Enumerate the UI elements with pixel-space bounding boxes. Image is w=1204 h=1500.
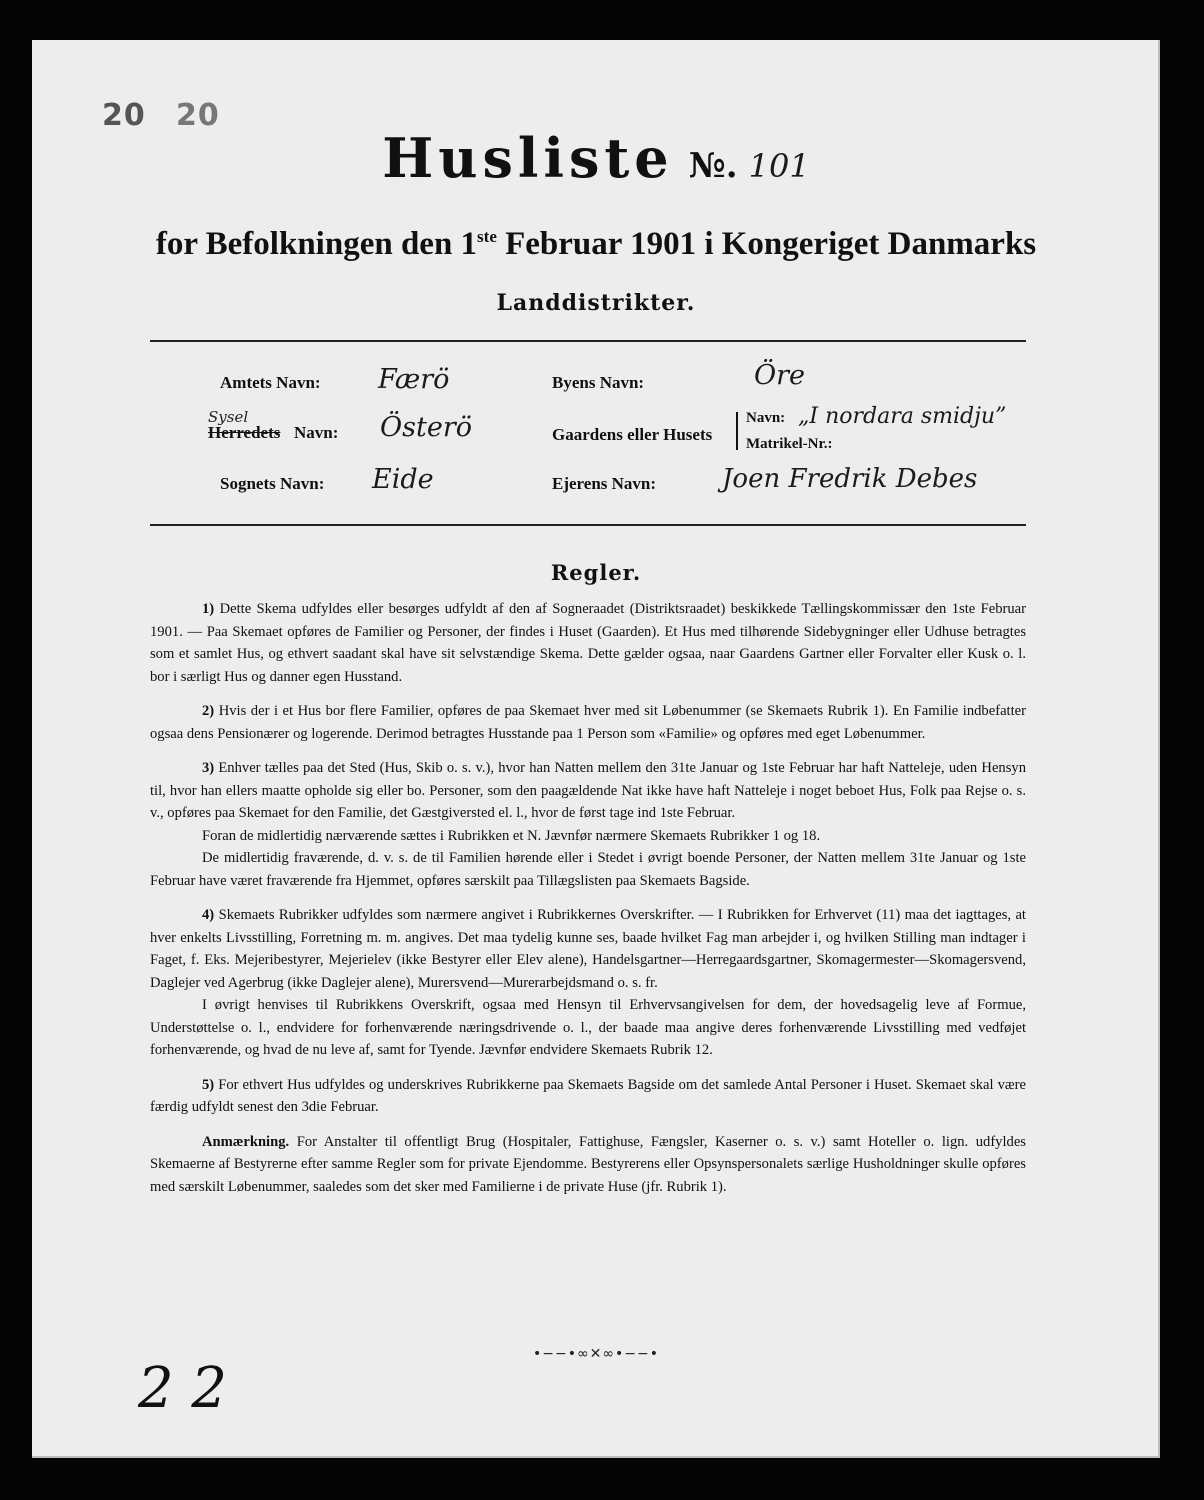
subtitle-pre: for Befolkningen den 1 — [155, 226, 478, 262]
pencil-number-left: 20 — [102, 98, 146, 133]
form-subtitle — [32, 226, 1160, 263]
sogn-value: Eide — [372, 464, 434, 495]
subtitle-sup: ste — [477, 227, 497, 246]
ejer-label: Ejerens Navn: — [552, 474, 657, 493]
rule-paragraph: 1) Dette Skema udfyldes eller besørges udfyldt af den af Sogneraadet (Distriktsraadet) beskikkede Tællingskommissær den 1ste Februar 1901. — Paa Skemaet opføres de Familier og Personer, der findes i Huset (Gaarden). Et Hus med tilhørende Sidebygninger eller Udhuse betragtes som et samlet Hus, og ethvert saadant skal have sit selvstændige Skema. Dette gælder ogsaa, naar Gaardens Gartner eller Forvalter eller Kusk o. l. bor i særligt Hus og danner egen Husstand. — [150, 601, 1026, 685]
herred-value: Österö — [380, 412, 472, 443]
gaard-navn-label: Navn: — [746, 410, 786, 426]
number-label: №. — [688, 146, 738, 186]
bottom-rule — [150, 524, 1026, 526]
rules-heading: Regler. — [550, 560, 642, 585]
house-number-value: 101 — [748, 147, 810, 185]
by-label: Byens Navn: — [552, 373, 645, 392]
census-form-page — [32, 40, 1160, 1458]
matrikel-label: Matrikel-Nr.: — [746, 436, 833, 452]
subtitle-post: Februar 1901 i Kongeriget Danmarks — [496, 226, 1037, 262]
herred-struck-label: Herredets — [208, 423, 281, 442]
district-heading: Landdistrikter. — [496, 290, 696, 316]
by-value: Öre — [754, 360, 806, 391]
herred-overwrite: Sysel — [208, 408, 249, 426]
rule-paragraph: Foran de midlertidig nærværende sættes i Rubrikken et N. Jævnfør nærmere Skemaets Rubrikker 1 og 18. — [202, 827, 821, 844]
herred-label: Navn: — [294, 423, 339, 442]
rule-paragraph: 3) Enhver tælles paa det Sted (Hus, Skib o. s. v.), hvor han Natten mellem den 31te Januar og 1ste Februar har haft Natteleje, uden Hensyn til, hvor han ellers maatte opholde sig eller bo. Personer, som den paagældende Nat ikke have haft Natteleje i noget beboet Hus, Folk paa Rejse o. s. v., opføres paa Skemaet for den Familie, det Gæstgiversted el. l., hvor de først tage ind 1ste Februar. — [150, 760, 1026, 821]
top-rule — [150, 340, 1026, 342]
form-title: Husliste — [382, 126, 674, 190]
rule-paragraph: 4) Skemaets Rubrikker udfyldes som nærmere angivet i Rubrikkernes Overskrifter. — I Rubrikken for Erhvervet (11) maa det iagttages, at hver enkelts Livsstilling, Forretning m. m. angives. Det maa tydelig kunne ses, baade hvilket Fag man arbejder i, og hvilken Stilling man indtager i Faget, f. Eks. Mejeribestyrer, Mejerielev (ikke Bestyrer eller Elev alene), Handelsgartner—Herregaardsgartner, Skomagermester—Skomagersvend, Daglejer ved Agerbrug (ikke Daglejer alene), Murersvend—Murerarbejdsmand o. s. fr. — [150, 907, 1026, 991]
title-row — [32, 126, 1160, 190]
handwritten-page-number: 2 2 — [138, 1356, 228, 1421]
note-paragraph: Anmærkning. For Anstalter til offentligt Brug (Hospitaler, Fattighuse, Fængsler, Kaserner o. s. v.) samt Hoteller o. lign. udfyldes Skemaerne af Bestyrerne efter samme Regler som for private Ejendomme. Bestyrerens eller Opsynspersonalets særlige Husholdninger skulle opføres med særskilt Løbenummer, saaledes som det sker med Familierne i de private Huse (jfr. Rubrik 1). — [150, 1133, 1026, 1195]
rule-paragraph: 5) For ethvert Hus udfyldes og underskrives Rubrikkerne paa Skemaets Bagside om det samlede Antal Personer i Huset. Skemaet skal være færdig udfyldt senest den 3die Februar. — [150, 1076, 1026, 1115]
sogn-label: Sognets Navn: — [220, 474, 325, 493]
rule-paragraph: De midlertidig fraværende, d. v. s. de til Familien hørende eller i Stedet i øvrigt boende Personer, der Natten mellem 31te Januar og 1ste Februar have været fraværende fra Hjemmet, opføres særskilt paa Tillægslisten paa Skemaets Bagside. — [150, 850, 1026, 889]
gaard-brace — [736, 412, 738, 450]
ejer-value: Joen Fredrik Debes — [722, 464, 978, 494]
rules-body — [150, 598, 1026, 1198]
rule-paragraph: 2) Hvis der i et Hus bor flere Familier, opføres de paa Skemaet hver med sit Løbenummer (se Skemaets Rubrik 1). En Familie indbefatter ogsaa dens Pensionærer og logerende. Derimod betragtes Husstande paa 1 Person som «Familie» og opføres med eget Løbenummer. — [150, 703, 1026, 742]
gaard-label: Gaardens eller Husets — [552, 425, 713, 444]
gaard-navn-value: „I nordara smidju” — [798, 404, 1007, 429]
pencil-number-right: 20 — [176, 98, 220, 133]
rule-paragraph: I øvrigt henvises til Rubrikkens Overskrift, ogsaa med Hensyn til Erhvervsangivelsen for dem, der hovedsagelig leve af Formue, Understøttelse o. l., endvidere for forhenværende næringsdrivende o. l., der baade maa angive deres forhenværende Livsstilling med vedføjet forhenværende, og hvad de nu leve af, samt for Tyende. Jævnfør endvidere Skemaets Rubrik 12. — [150, 997, 1026, 1058]
amt-value: Færö — [378, 364, 450, 395]
amt-label: Amtets Navn: — [220, 373, 321, 392]
ornament-divider: •−−•∞✕∞•−−• — [532, 1346, 659, 1362]
